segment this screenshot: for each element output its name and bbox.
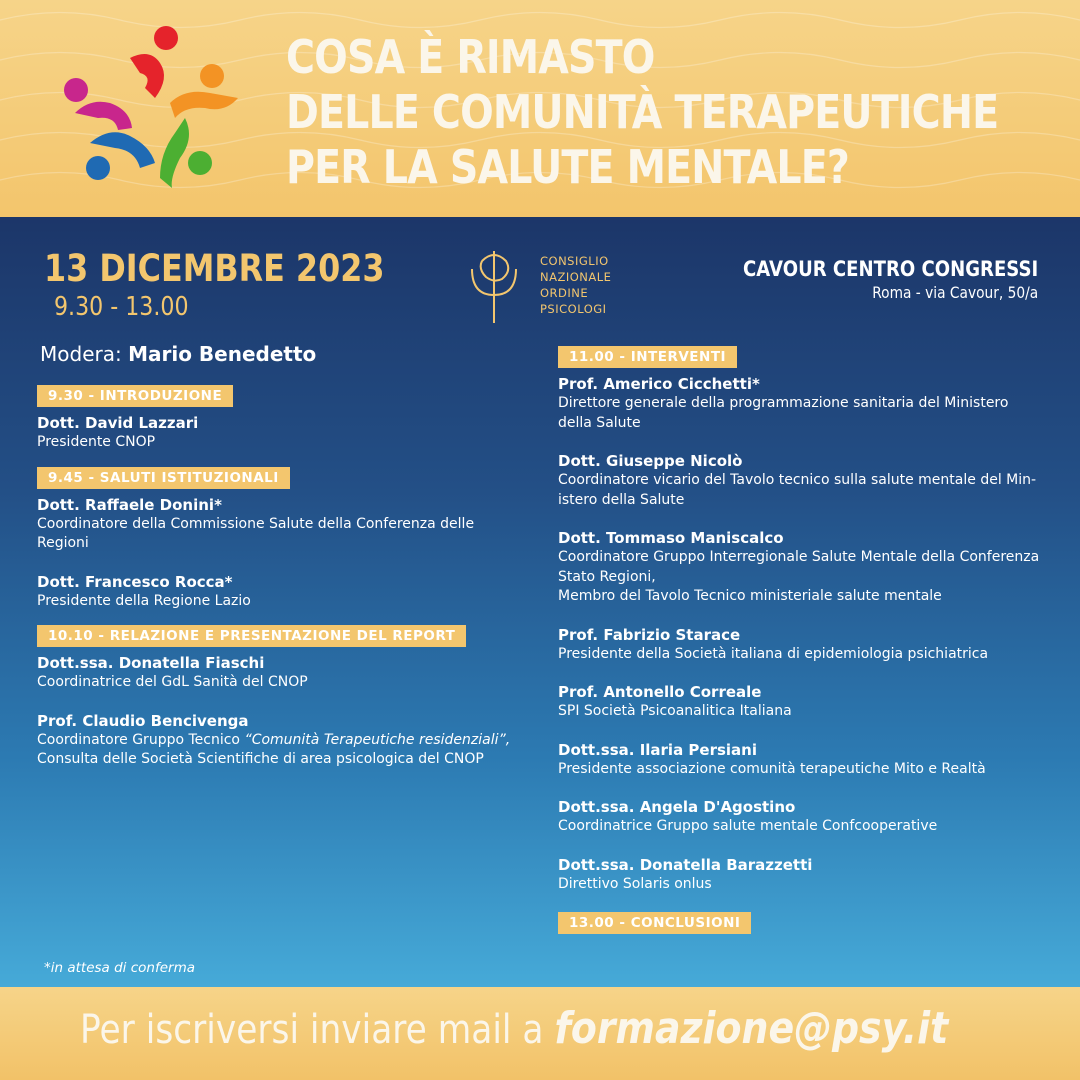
speaker-name: Prof. Claudio Bencivenga (37, 711, 249, 730)
speaker-name: Dott. Tommaso Maniscalco (558, 529, 784, 547)
speaker (37, 495, 527, 554)
speaker (37, 572, 527, 612)
speaker-name: Dott. Giuseppe Nicolò (558, 452, 743, 470)
speaker-name: Dott. Francesco Rocca* (37, 572, 233, 591)
speaker-role-text: Coordinatore vicario del Tavolo tecnico sulla salute mentale del Min- (558, 472, 1037, 488)
speaker-role-text: Membro del Tavolo Tecnico ministeriale salute mentale (558, 588, 942, 604)
speaker-role (558, 414, 1058, 434)
moderator-name: Mario Benedetto (128, 342, 317, 366)
event-time: 9.30 - 13.00 (54, 292, 189, 322)
speaker-role-text: Coordinatore Gruppo Interregionale Salute Mentale della Conferenza (558, 549, 1040, 565)
registration-note (80, 1003, 948, 1054)
speaker-name: Dott.ssa. Donatella Fiaschi (37, 654, 265, 672)
speaker (37, 413, 527, 453)
speaker-name: Dott.ssa. Donatella Barazzetti (558, 855, 813, 874)
footer-banner (0, 987, 1080, 1080)
speaker-name: Dott. David Lazzari (37, 414, 199, 432)
speaker-role (37, 750, 527, 770)
speaker-role (558, 471, 1058, 491)
header-banner (0, 0, 1080, 217)
organizer-line: ORDINE (540, 286, 589, 300)
speaker-role (37, 673, 527, 693)
speaker (558, 625, 1058, 665)
speaker-role (37, 534, 527, 554)
speaker-role (558, 548, 1058, 568)
speaker-role (558, 587, 1058, 607)
page-title (286, 30, 1066, 195)
speaker-name: Prof. Antonello Correale (558, 683, 762, 701)
speaker-role (558, 394, 1058, 414)
venue-address: Roma - via Cavour, 50/a (872, 283, 1038, 302)
speaker-name: Dott.ssa. Angela D'Agostino (558, 798, 796, 816)
program-section (37, 385, 527, 453)
email-link[interactable]: formazione@psy.it (554, 1003, 949, 1054)
speaker-role-text: Coordinatore della Commissione Salute della Conferenza delle (37, 515, 475, 532)
speaker-role (37, 433, 527, 453)
venue (695, 257, 1038, 302)
speaker-role-text: Consulta delle Società Scientifiche di area psicologica del CNOP (37, 751, 484, 767)
organizer-line: NAZIONALE (540, 270, 612, 284)
speaker-role-text: Stato Regioni, (558, 568, 656, 585)
organizer-line: CONSIGLIO (540, 254, 609, 268)
program-section (37, 467, 527, 612)
section-label: 11.00 - INTERVENTI (558, 346, 737, 368)
speaker-role (558, 875, 1058, 895)
section-label: 13.00 - CONCLUSIONI (558, 912, 751, 934)
footnote: *in attesa di conferma (44, 960, 195, 976)
speaker-role-text: Coordinatrice Gruppo salute mentale Confcooperative (558, 818, 938, 834)
speaker (558, 682, 1058, 722)
speaker-role (558, 702, 1058, 722)
speaker-role-text: Direttivo Solaris onlus (558, 875, 712, 892)
title-line: COSA È RIMASTO (286, 30, 655, 84)
program-left-column (37, 385, 527, 788)
speaker (558, 451, 1058, 510)
section-label: 9.30 - INTRODUZIONE (37, 385, 233, 407)
speaker-name: Dott.ssa. Ilaria Persiani (558, 740, 757, 759)
speaker-role (558, 817, 1058, 837)
title-line: DELLE COMUNITÀ TERAPEUTICHE (286, 85, 999, 139)
speaker-role (558, 760, 1058, 780)
speaker-role-italic: “Comunità Terapeutiche residenziali”, (244, 731, 511, 748)
speaker-role (558, 491, 1058, 511)
community-people-logo (60, 18, 245, 193)
speaker (37, 711, 527, 770)
program-right-column (558, 346, 1058, 934)
event-date: 13 DICEMBRE 2023 (44, 247, 385, 290)
speaker-role-text: Presidente della Società italiana di epidemiologia psichiatrica (558, 645, 989, 662)
speaker-role-text: Presidente CNOP (37, 434, 156, 450)
speaker (558, 528, 1058, 607)
registration-text: Per iscriversi inviare mail a (80, 1007, 555, 1053)
speaker-role (37, 515, 527, 535)
section-label: 10.10 - RELAZIONE E PRESENTAZIONE DEL REPORT (37, 625, 466, 647)
speaker (558, 740, 1058, 780)
program-panel (0, 217, 1080, 987)
venue-name: CAVOUR CENTRO CONGRESSI (742, 257, 1038, 281)
speaker-name: Dott. Raffaele Donini* (37, 495, 222, 514)
speaker-role-text: Presidente della Regione Lazio (37, 592, 251, 609)
speaker-role-text: Presidente associazione comunità terapeutiche Mito e Realtà (558, 760, 986, 777)
speaker-role (558, 568, 1058, 588)
speaker-role-text: Direttore generale della programmazione sanitaria del Ministero (558, 395, 1009, 411)
speaker-role-text: SPI Società Psicoanalitica Italiana (558, 703, 792, 719)
speaker (37, 653, 527, 693)
speaker-role-text: Regioni (37, 535, 89, 551)
title-line: PER LA SALUTE MENTALE? (286, 140, 849, 194)
speaker-name: Prof. Fabrizio Starace (558, 625, 741, 644)
organizer-line: PSICOLOGI (540, 302, 607, 316)
speaker-name: Prof. Americo Cicchetti* (558, 375, 760, 393)
speaker (558, 374, 1058, 433)
program-section (558, 912, 1058, 934)
speaker (558, 855, 1058, 895)
speaker (558, 797, 1058, 837)
moderator (40, 342, 316, 366)
speaker-role-text: istero della Salute (558, 491, 685, 508)
psi-logo-icon (468, 247, 520, 325)
speaker-role (37, 731, 527, 751)
section-label: 9.45 - SALUTI ISTITUZIONALI (37, 467, 290, 489)
moderator-label: Modera: (40, 342, 122, 366)
organizer-logo-text (540, 253, 611, 317)
program-section (558, 346, 1058, 894)
speaker-role-text: della Salute (558, 414, 641, 431)
speaker-role-text: Coordinatore Gruppo Tecnico (37, 731, 245, 748)
speaker-role-text: Coordinatrice del GdL Sanità del CNOP (37, 674, 308, 690)
speaker-role (37, 592, 527, 612)
program-section (37, 625, 527, 770)
speaker-role (558, 645, 1058, 665)
